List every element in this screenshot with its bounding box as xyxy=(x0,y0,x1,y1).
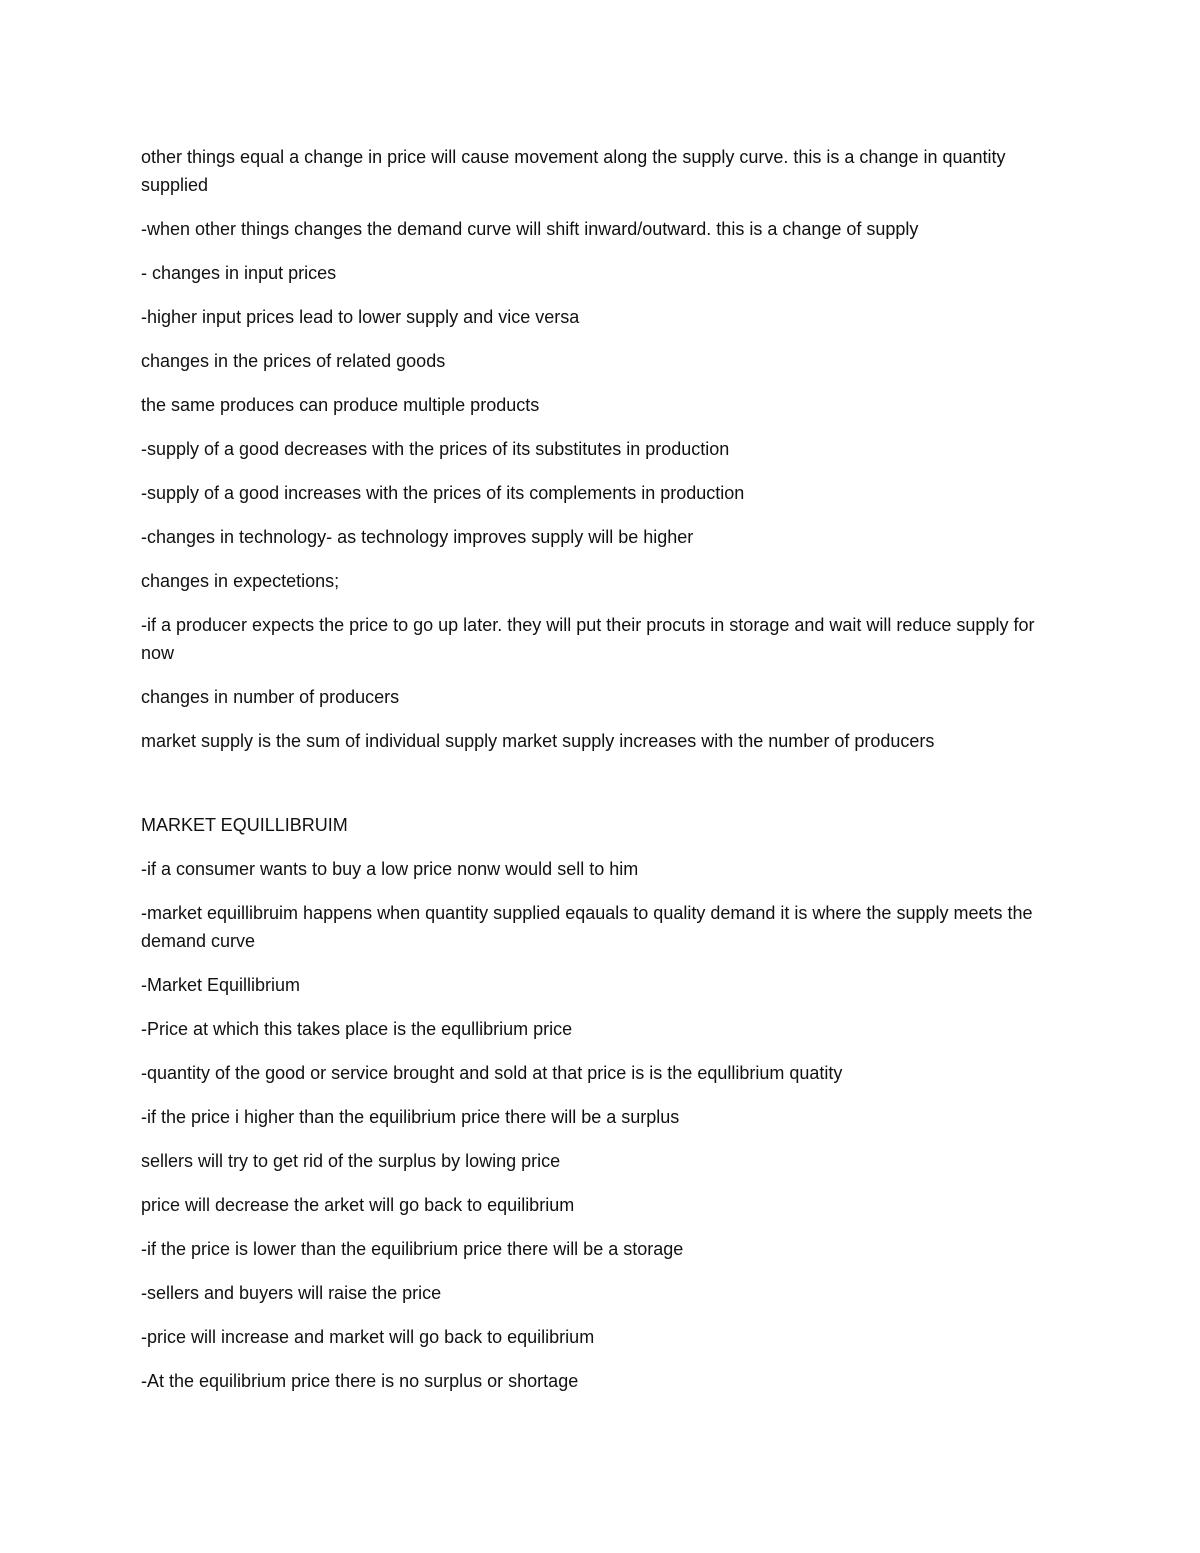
paragraph-expectations: changes in expectetions; xyxy=(141,571,340,591)
paragraph-change-of-supply: -when other things changes the demand curve will shift inward/outward. this is a change of supply xyxy=(141,219,919,239)
paragraph-producer-expects: -if a producer expects the price to go up later. they will put their procuts in storage and wait will reduce supply for now xyxy=(141,615,1035,663)
paragraph-price-increase: -price will increase and market will go back to equilibrium xyxy=(141,1327,595,1347)
paragraph-technology: -changes in technology- as technology improves supply will be higher xyxy=(141,527,694,547)
paragraph-equilibrium-price: -Price at which this takes place is the equllibrium price xyxy=(141,1019,573,1039)
paragraph-related-goods: changes in the prices of related goods xyxy=(141,351,446,371)
paragraph-low-price: -if a consumer wants to buy a low price nonw would sell to him xyxy=(141,859,639,879)
paragraph-higher-input-prices: -higher input prices lead to lower supply and vice versa xyxy=(141,307,580,327)
paragraph-equilibrium-quantity: -quantity of the good or service brought and sold at that price is is the equllibrium quatity xyxy=(141,1063,843,1083)
paragraph-raise-price: -sellers and buyers will raise the price xyxy=(141,1283,442,1303)
paragraph-market-supply: market supply is the sum of individual supply market supply increases with the number of producers xyxy=(141,731,935,751)
section-heading: MARKET EQUILLIBRUIM xyxy=(141,815,348,835)
paragraph-no-surplus: -At the equilibrium price there is no surplus or shortage xyxy=(141,1371,579,1391)
document-body xyxy=(141,143,1061,1411)
paragraph-surplus: -if the price i higher than the equilibrium price there will be a surplus xyxy=(141,1107,680,1127)
paragraph-market-equilibrium: -Market Equillibrium xyxy=(141,975,301,995)
paragraph-complements: -supply of a good increases with the prices of its complements in production xyxy=(141,483,745,503)
paragraph-substitutes: -supply of a good decreases with the prices of its substitutes in production xyxy=(141,439,730,459)
paragraph-supply-movement: other things equal a change in price will cause movement along the supply curve. this is a change in quantity supplied xyxy=(141,147,1006,195)
paragraph-equilibrium-definition: -market equillibruim happens when quantity supplied eqauals to quality demand it is where the supply meets the demand curve xyxy=(141,903,1033,951)
paragraph-number-of-producers: changes in number of producers xyxy=(141,687,400,707)
paragraph-multiple-products: the same produces can produce multiple products xyxy=(141,395,540,415)
paragraph-input-prices: - changes in input prices xyxy=(141,263,337,283)
paragraph-lowering-price: sellers will try to get rid of the surplus by lowing price xyxy=(141,1151,561,1171)
paragraph-shortage: -if the price is lower than the equilibrium price there will be a storage xyxy=(141,1239,684,1259)
paragraph-price-decrease: price will decrease the arket will go back to equilibrium xyxy=(141,1195,575,1215)
